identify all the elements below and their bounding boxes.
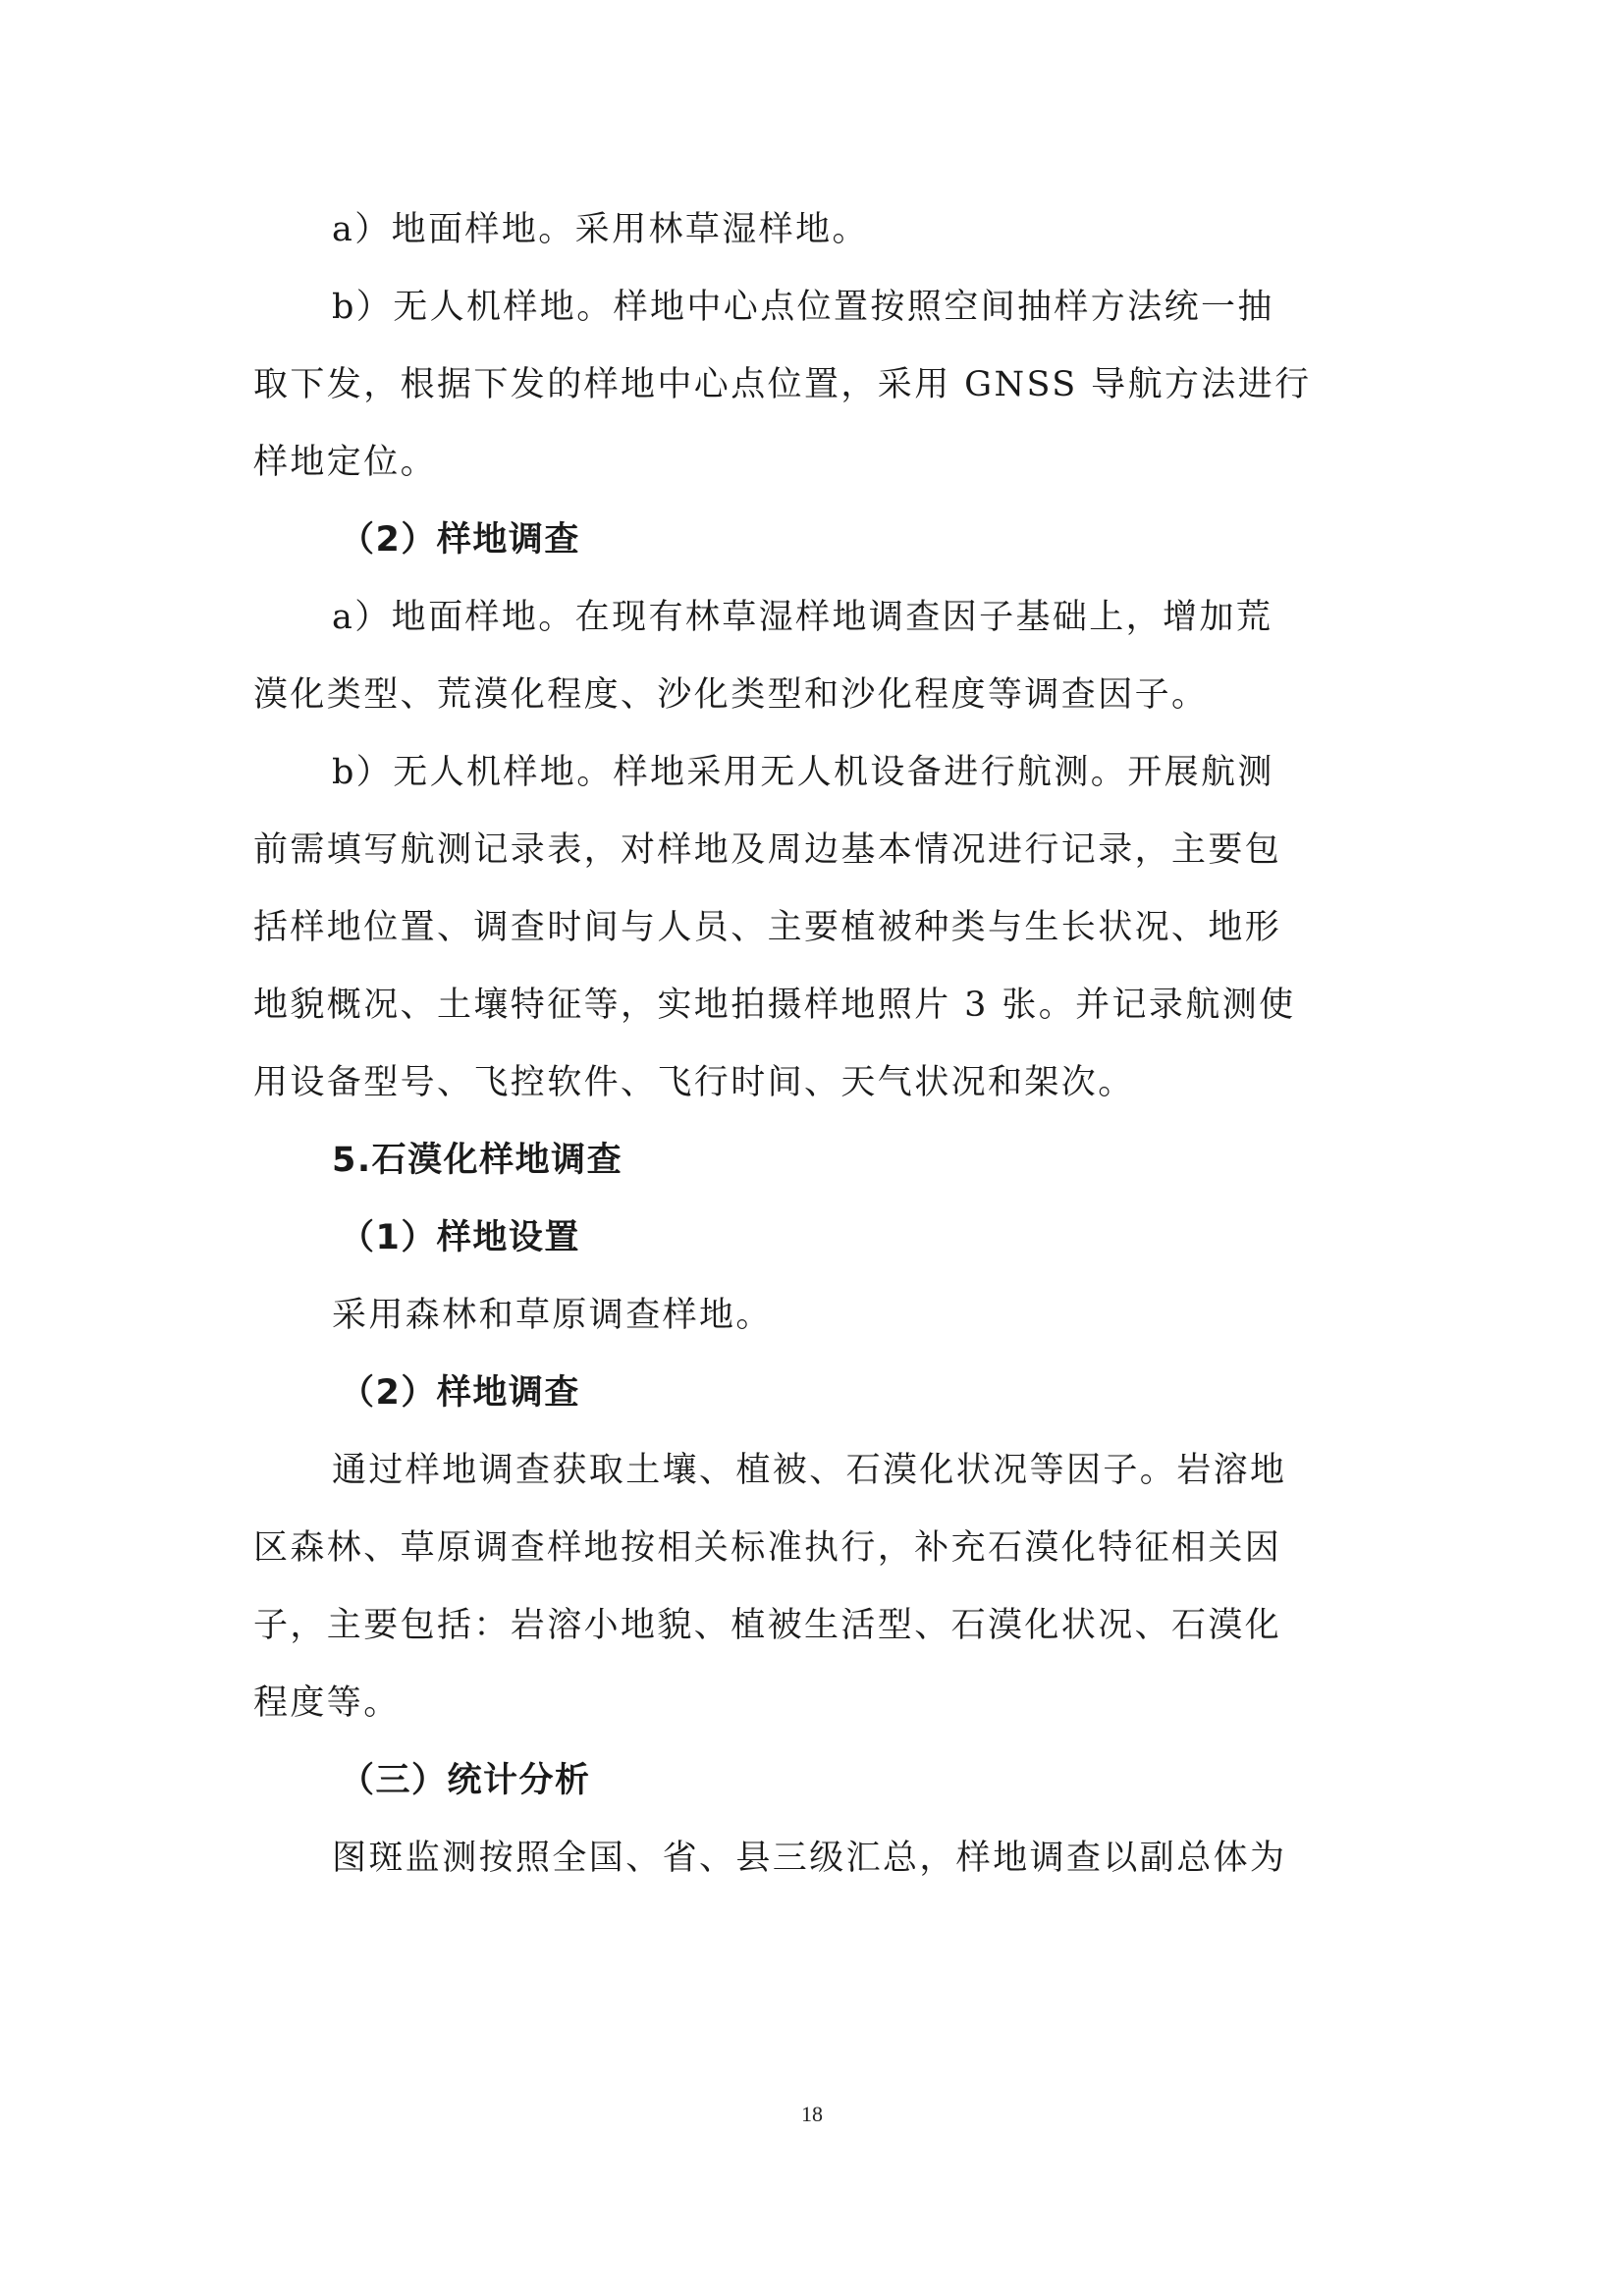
paragraph-drone-plot-survey-line-5: 用设备型号、飞控软件、飞行时间、天气状况和架次。 — [253, 1063, 1135, 1102]
paragraph-drone-plot-b-line-2: 取下发，根据下发的样地中心点位置，采用 GNSS 导航方法进行 — [253, 365, 1312, 404]
paragraph-drone-plot-survey-line-4: 地貌概况、土壤特征等，实地拍摄样地照片 3 张。并记录航测使 — [253, 986, 1296, 1025]
paragraph-drone-plot-survey-line-3: 括样地位置、调查时间与人员、主要植被种类与生长状况、地形 — [253, 908, 1282, 947]
paragraph-drone-plot-survey-line-1: b）无人机样地。样地采用无人机设备进行航测。开展航测 — [332, 753, 1274, 792]
paragraph-drone-plot-survey-line-2: 前需填写航测记录表，对样地及周边基本情况进行记录，主要包 — [253, 830, 1282, 870]
paragraph-drone-plot-b-line-3: 样地定位。 — [253, 443, 438, 482]
paragraph-karst-survey-line-3: 子，主要包括：岩溶小地貌、植被生活型、石漠化状况、石漠化 — [253, 1606, 1282, 1645]
paragraph-plot-setup: 采用森林和草原调查样地。 — [332, 1296, 773, 1335]
subheading-plot-survey: （2）样地调查 — [340, 520, 580, 560]
paragraph-drone-plot-b-line-1: b）无人机样地。样地中心点位置按照空间抽样方法统一抽 — [332, 288, 1274, 327]
paragraph-ground-plot-survey-line-2: 漠化类型、荒漠化程度、沙化类型和沙化程度等调查因子。 — [253, 675, 1209, 715]
subheading-plot-survey-2: （2）样地调查 — [340, 1373, 580, 1413]
paragraph-karst-survey-line-2: 区森林、草原调查样地按相关标准执行，补充石漠化特征相关因 — [253, 1528, 1282, 1568]
paragraph-karst-survey-line-4: 程度等。 — [253, 1683, 401, 1723]
page-number: 18 — [801, 2102, 823, 2126]
subheading-plot-setup: （1）样地设置 — [340, 1218, 580, 1257]
paragraph-statistical-analysis-line-1: 图斑监测按照全国、省、县三级汇总，样地调查以副总体为 — [332, 1839, 1287, 1878]
paragraph-ground-plot-survey-line-1: a）地面样地。在现有林草湿样地调查因子基础上，增加荒 — [332, 598, 1273, 637]
paragraph-karst-survey-line-1: 通过样地调查获取土壤、植被、石漠化状况等因子。岩溶地 — [332, 1451, 1287, 1490]
heading-rocky-desertification-plot-survey: 5.石漠化样地调查 — [332, 1141, 623, 1180]
heading-statistical-analysis: （三）统计分析 — [340, 1761, 591, 1800]
paragraph-ground-plot-a: a）地面样地。采用林草湿样地。 — [332, 210, 869, 249]
